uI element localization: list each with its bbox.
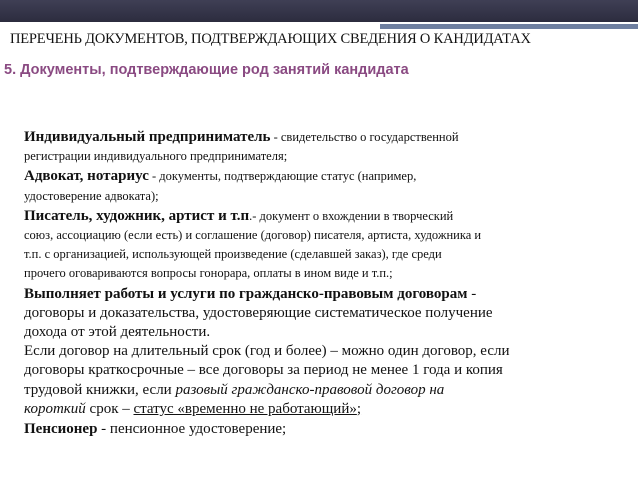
- item-desc-italic: короткий: [24, 400, 86, 417]
- top-banner: [0, 0, 638, 22]
- document-list: [24, 127, 614, 439]
- item-desc-underlined: статус «временно не работающий»: [133, 400, 357, 417]
- item-desc: - документы, подтверждающие статус (например,: [148, 169, 417, 184]
- item-term: Пенсионер: [24, 421, 98, 438]
- item-desc: .- документ о вхождении в творческий: [249, 208, 454, 223]
- item-entrepreneur: [24, 127, 614, 147]
- item-desc-italic: разовый гражданско-правовой договор на: [175, 381, 445, 398]
- item-term: Писатель, художник, артист и т.п: [24, 207, 250, 224]
- accent-bar: [380, 24, 638, 29]
- item-pensioner: [24, 419, 614, 439]
- item-desc: - свидетельство о государственной: [270, 130, 459, 144]
- item-desc: т.п. с организацией, использующей произведение (сделавшей заказ), где среди: [24, 247, 442, 262]
- item-desc: регистрации индивидуального предпринимателя;: [24, 149, 288, 164]
- item-term: Выполняет работы и услуги по гражданско-правовым договорам: [24, 285, 468, 302]
- item-desc-part: ;: [356, 400, 362, 417]
- item-term: Индивидуальный предприниматель: [24, 129, 271, 145]
- item-desc: удостоверение адвоката);: [24, 188, 159, 203]
- item-writer: [24, 206, 614, 226]
- page-title: ПЕРЕЧЕНЬ ДОКУМЕНТОВ, ПОДТВЕРЖДАЮЩИХ СВЕДЕНИЯ О КАНДИДАТАХ: [10, 31, 531, 47]
- section-subtitle: 5. Документы, подтверждающие род занятий кандидата: [4, 62, 409, 78]
- item-desc: договоры и доказательства, удостоверяющие систематическое получение: [24, 304, 493, 321]
- item-term-tail: -: [467, 285, 477, 302]
- item-desc: союз, ассоциацию (если есть) и соглашение (договор) писателя, артиста, художника и: [24, 228, 482, 243]
- item-desc: - пенсионное удостоверение;: [97, 421, 287, 438]
- item-desc: прочего оговариваются вопросы гонорара, оплаты в ином виде и т.п.;: [24, 266, 393, 281]
- item-contract: [24, 284, 614, 304]
- item-lawyer: [24, 166, 614, 186]
- item-desc-part: срок –: [85, 400, 134, 417]
- item-desc: дохода от этой деятельности.: [24, 324, 211, 341]
- item-desc: [24, 381, 614, 400]
- item-desc-part: трудовой книжки, если: [24, 381, 176, 398]
- item-term: Адвокат, нотариус: [24, 168, 149, 185]
- item-desc: Если договор на длительный срок (год и более) – можно один договор, если: [24, 343, 510, 360]
- item-desc: [24, 400, 614, 419]
- item-desc: договоры краткосрочные – все договоры за период не менее 1 года и копия: [24, 362, 503, 379]
